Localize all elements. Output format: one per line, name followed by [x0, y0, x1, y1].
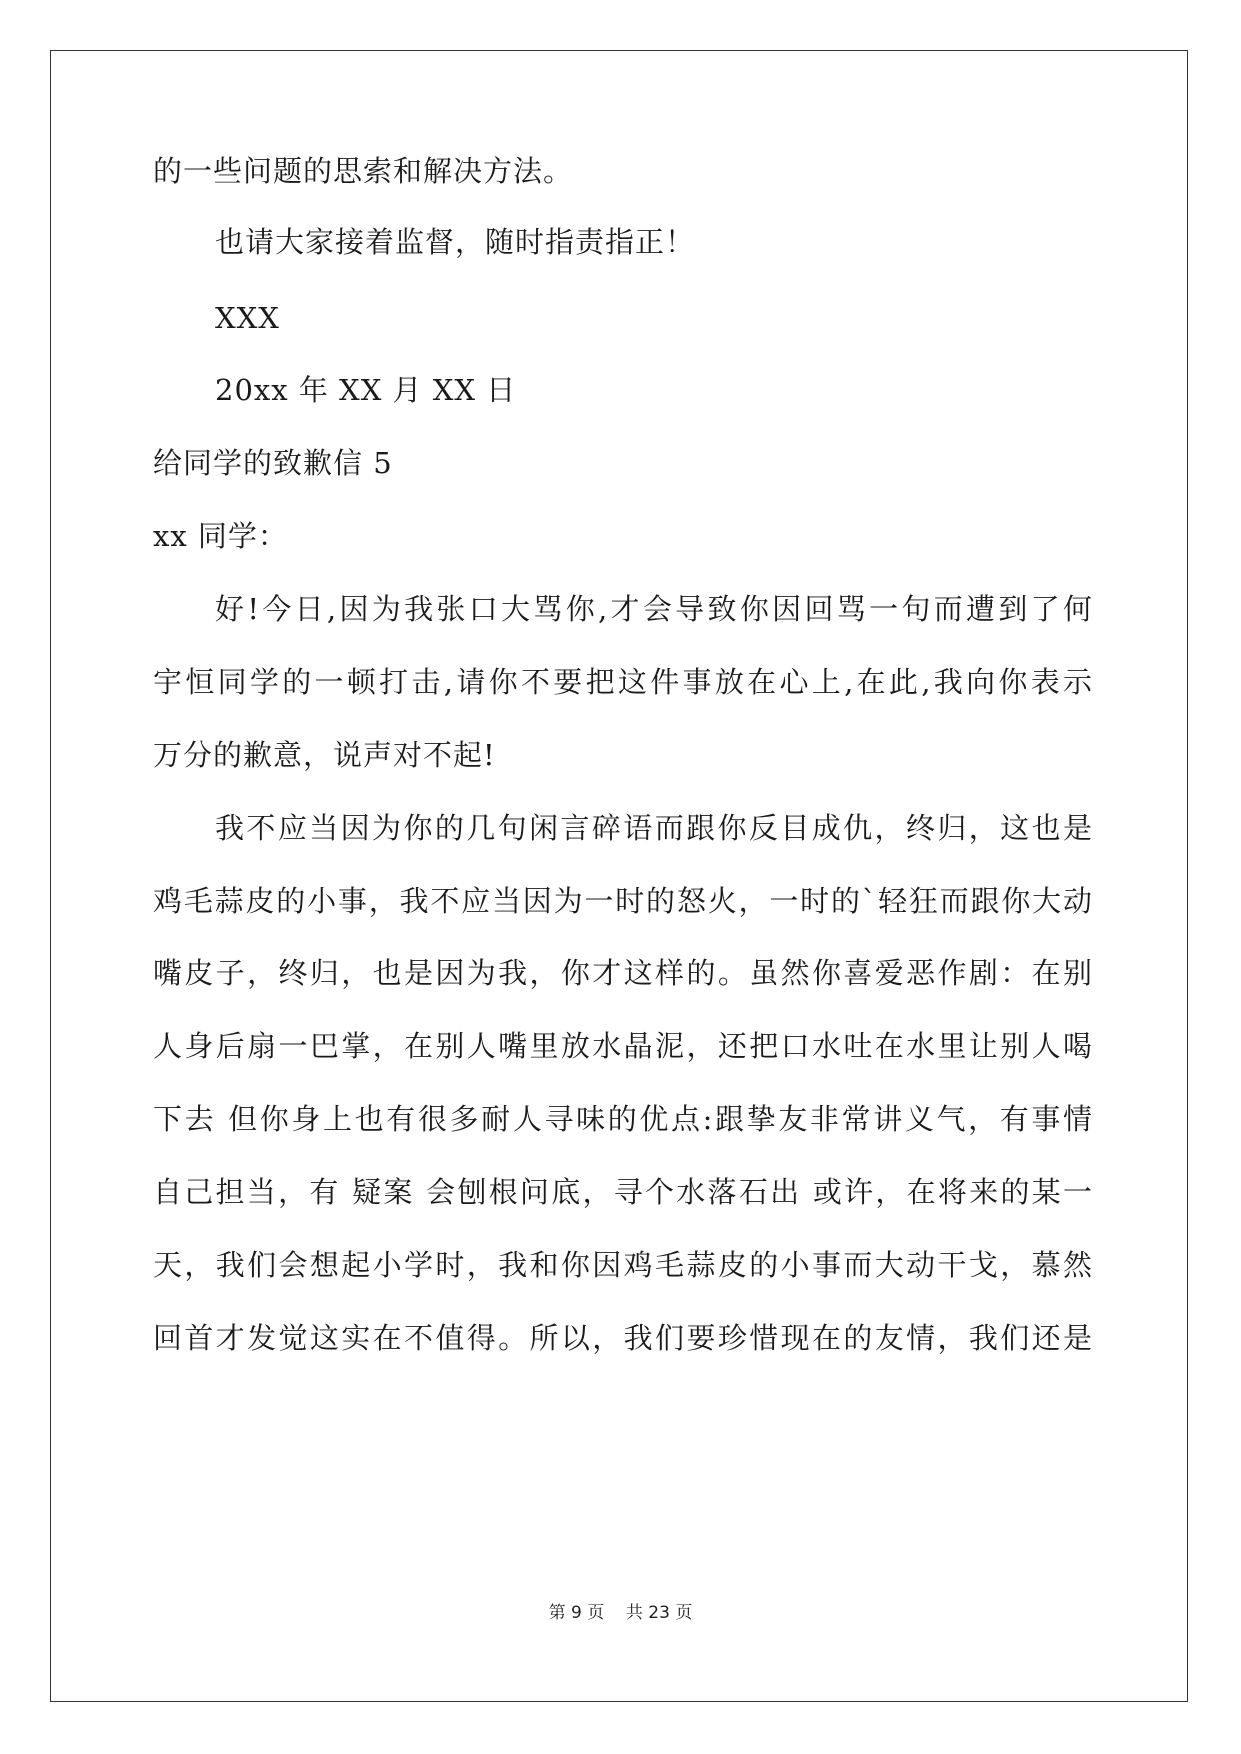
paragraph-line: 万分的歉意，说声对不起!	[153, 738, 496, 772]
paragraph-line: 的一些问题的思索和解决方法。	[153, 154, 574, 188]
paragraph-line: 人身后扇一巴掌，在别人嘴里放水晶泥，还把口水吐在水里让别人喝	[153, 1029, 1093, 1063]
paragraph-line: 我不应当因为你的几句闲言碎语而跟你反目成仇，终归，这也是	[215, 811, 1093, 845]
salutation: xx 同学：	[153, 519, 288, 553]
paragraph-line: 自己担当，有 疑案 会刨根问底，寻个水落石出 或许，在将来的某一	[153, 1175, 1093, 1209]
paragraph-line: 天，我们会想起小学时，我和你因鸡毛蒜皮的小事而大动干戈，慕然	[153, 1248, 1093, 1282]
paragraph-line: 也请大家接着监督，随时指责指正！	[215, 225, 696, 259]
page-number-footer: 第 9 页 共 23 页	[548, 1603, 693, 1623]
section-title: 给同学的致歉信 5	[153, 446, 393, 480]
paragraph-line: 嘴皮子，终归，也是因为我，你才这样的。虽然你喜爱恶作剧：在别	[153, 956, 1093, 990]
paragraph-line: 下去 但你身上也有很多耐人寻味的优点:跟挚友非常讲义气，有事情	[153, 1102, 1093, 1136]
signature-name: XXX	[215, 301, 280, 335]
paragraph-line: 好!今日,因为我张口大骂你,才会导致你因回骂一句而遭到了何	[215, 592, 1093, 626]
paragraph-line: 回首才发觉这实在不值得。所以，我们要珍惜现在的友情，我们还是	[153, 1321, 1093, 1355]
paragraph-line: 宇恒同学的一顿打击,请你不要把这件事放在心上,在此,我向你表示	[153, 665, 1093, 699]
paragraph-line: 鸡毛蒜皮的小事，我不应当因为一时的怒火，一时的`轻狂而跟你大动	[153, 884, 1093, 918]
signature-date: 20xx 年 XX 月 XX 日	[215, 373, 517, 407]
